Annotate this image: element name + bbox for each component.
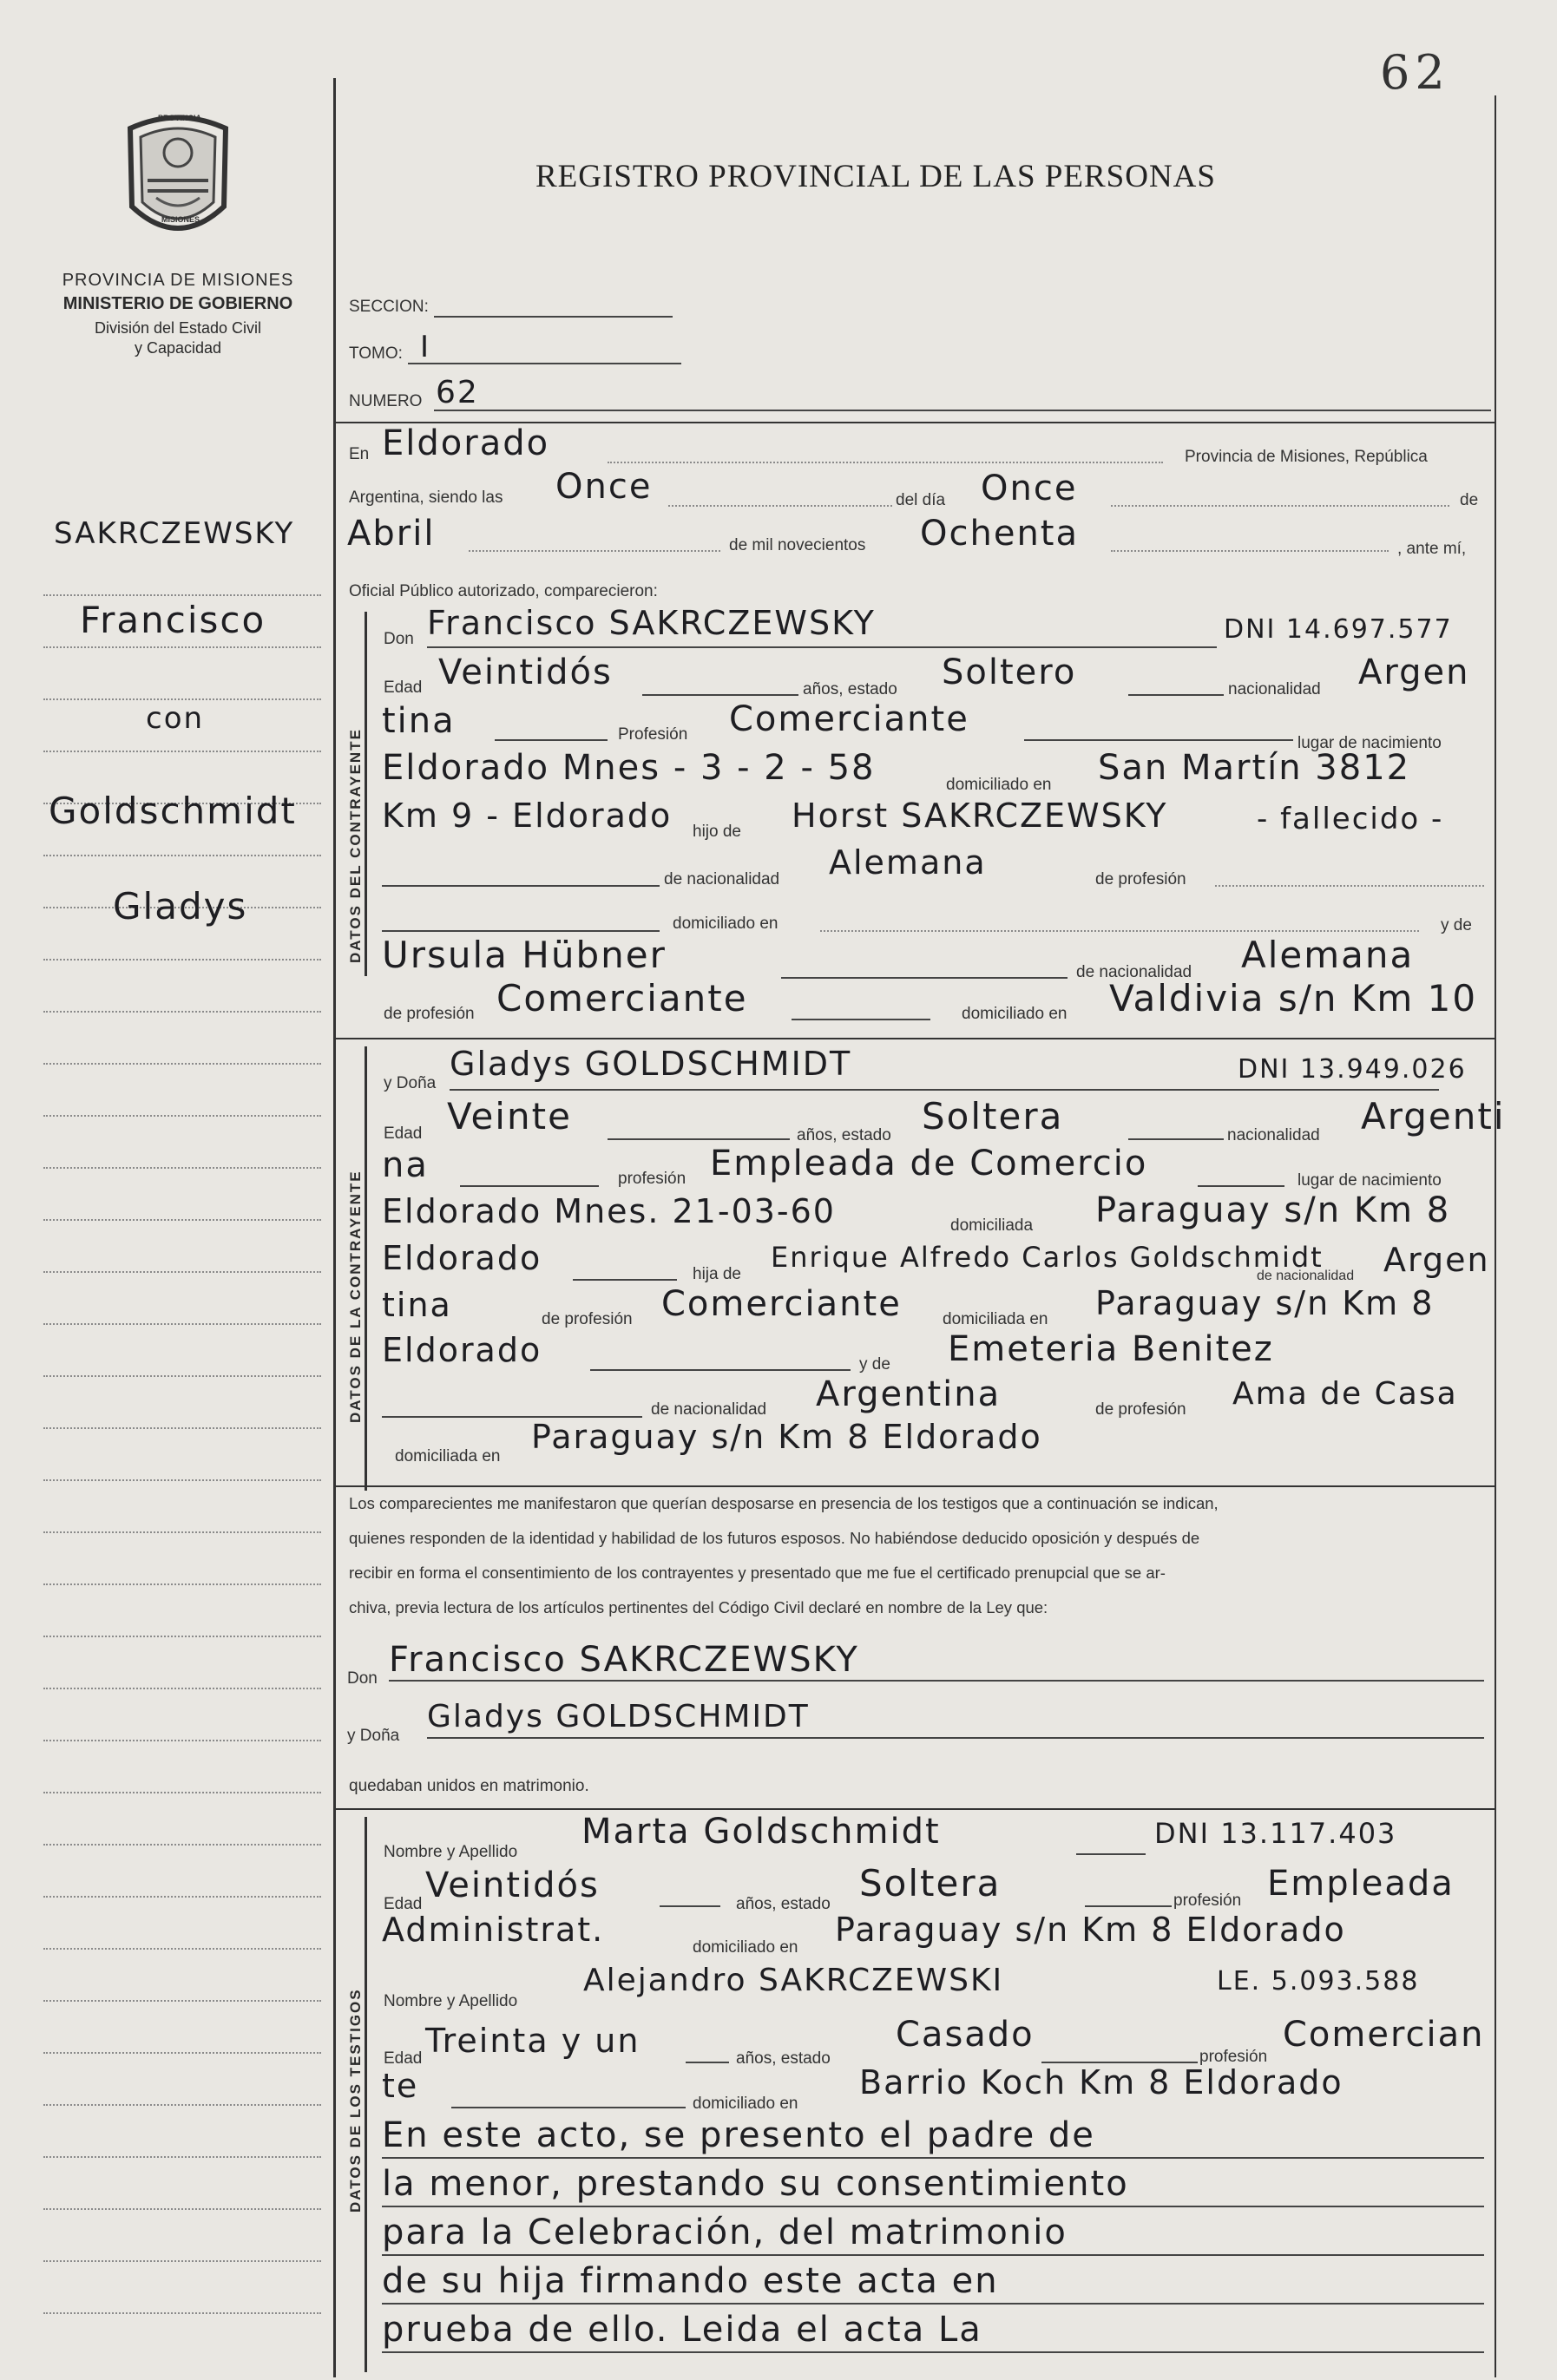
w1-name: Marta Goldschmidt [581, 1812, 941, 1852]
margin-name-2: Gladys [113, 885, 248, 928]
w2-prof-line [451, 2107, 686, 2108]
bride-section-label: DATOS DE LA CONTRAYENTE [347, 1170, 364, 1423]
groom-nat-line [495, 739, 608, 741]
bride-mother-nat: Argentina [816, 1374, 1002, 1414]
tomo-line [408, 363, 681, 364]
year: Ochenta [920, 514, 1079, 554]
w2-name: Alejandro SAKRCZEWSKI [583, 1963, 1004, 1998]
provincia-label: Provincia de Misiones, República [1185, 448, 1428, 466]
margin-surname-1: SAKRCZEWSKY [54, 516, 295, 551]
groom-father: Horst SAKRCZEWSKY [792, 797, 1168, 835]
bride-section-bar [365, 1046, 367, 1491]
bride-prof-line [1198, 1185, 1284, 1187]
bride-father-nat-a: Argen [1383, 1241, 1490, 1279]
bride-section-rule [335, 1485, 1495, 1487]
decl-groom-name: Francisco SAKRCZEWSKY [389, 1640, 859, 1680]
bride-age: Veinte [447, 1095, 572, 1138]
seal-text-top: PROVINCIA [158, 114, 202, 122]
declaration-line-3: recibir en forma el consentimiento de los contrayentes y presentado que me fue el certificado prenupcial que se ar- [349, 1564, 1166, 1582]
note-line-2-underline [382, 2206, 1484, 2207]
bride-mother-prof-label: de profesión [1095, 1400, 1186, 1419]
page-title: REGISTRO PROVINCIAL DE LAS PERSONAS [535, 159, 1216, 194]
bride-name: Gladys GOLDSCHMIDT [450, 1045, 852, 1083]
w2-dom-label: domiciliado en [693, 2095, 798, 2113]
bride-father-dom-b: Eldorado [382, 1331, 542, 1369]
groom-hijo-label: hijo de [693, 823, 741, 841]
decl-section-rule [335, 1808, 1495, 1810]
groom-mother-line [781, 977, 1068, 979]
groom-father-dom-pre-line [382, 930, 660, 932]
issuer-line-4: y Capacidad [134, 339, 222, 357]
bride-edad-label: Edad [384, 1124, 423, 1143]
bride-mother: Emeteria Benitez [948, 1329, 1274, 1369]
bride-dona-label: y Doña [384, 1074, 437, 1092]
groom-father-nat-pre-line [382, 885, 660, 887]
w1-name-line [1076, 1853, 1146, 1855]
note-line-2: la menor, prestando su consentimiento [382, 2164, 1129, 2204]
bride-address-b: Eldorado [382, 1239, 542, 1277]
page-number: 62 [1380, 45, 1450, 100]
groom-lugar-label: lugar de nacimiento [1298, 734, 1442, 752]
note-line-1-underline [382, 2157, 1484, 2159]
bride-father-nat-b: tina [382, 1286, 452, 1324]
w1-prof-label: profesión [1173, 1892, 1242, 1910]
groom-mother-nat: Alemana [1241, 934, 1415, 976]
day-dots [1111, 505, 1449, 507]
w2-age: Treinta y un [425, 2022, 641, 2060]
note-line-3: para la Celebración, del matrimonio [382, 2213, 1068, 2252]
declaration-line-4: chiva, previa lectura de los artículos pertinentes del Código Civil declaré en nombre de la Ley que: [349, 1598, 1048, 1616]
groom-nat-b: tina [382, 701, 456, 741]
w2-prof-label: profesión [1199, 2048, 1268, 2066]
w2-age-line [686, 2062, 729, 2063]
groom-age: Veintidós [438, 652, 613, 692]
bride-name-line [450, 1089, 1439, 1091]
groom-estado-line [1128, 694, 1224, 696]
issuer-line-1: PROVINCIA DE MISIONES [62, 271, 294, 290]
bride-father-dom-a: Paraguay s/n Km 8 [1095, 1284, 1435, 1322]
bride-lugar-label: lugar de nacimiento [1298, 1171, 1442, 1190]
note-line-1: En este acto, se presento el padre de [382, 2115, 1095, 2155]
groom-don-label: Don [384, 630, 414, 648]
decl-dona-label: y Doña [347, 1727, 400, 1745]
note-line-4-underline [382, 2303, 1484, 2305]
w2-anos-label: años, estado [736, 2049, 831, 2068]
groom-father-dom-dots [820, 930, 1419, 932]
note-line-5: prueba de ello. Leida el acta La [382, 2310, 982, 2350]
w2-dom: Barrio Koch Km 8 Eldorado [859, 2063, 1343, 2101]
groom-father-nat-label: de nacionalidad [664, 870, 780, 888]
tomo-label: TOMO: [349, 344, 403, 363]
w1-dni: DNI 13.117.403 [1154, 1817, 1397, 1850]
w1-edad-label: Edad [384, 1895, 423, 1913]
groom-nat-a: Argen [1358, 652, 1470, 692]
w1-dom-label: domiciliado en [693, 1938, 798, 1957]
seccion-label: SECCION: [349, 298, 429, 316]
groom-dni: DNI 14.697.577 [1224, 614, 1453, 645]
groom-address-a: San Martín 3812 [1098, 748, 1411, 788]
year-label: de mil novecientos [729, 536, 866, 554]
issuer-block [35, 271, 321, 357]
groom-section-rule [335, 1038, 1495, 1039]
del-dia-label: del día [896, 491, 946, 509]
bride-dni: DNI 13.949.026 [1238, 1054, 1467, 1085]
right-edge [1495, 95, 1496, 2377]
year-dots [1111, 550, 1389, 552]
w1-estado: Soltera [859, 1862, 1002, 1905]
witness-section-label: DATOS DE LOS TESTIGOS [347, 1988, 364, 2213]
note-line-4: de su hija firmando este acta en [382, 2261, 999, 2301]
w2-prof-b: te [382, 2067, 419, 2105]
numero-line [434, 410, 1491, 411]
groom-prof-label: Profesión [618, 725, 688, 744]
bride-nat-line [460, 1185, 599, 1187]
w2-estado: Casado [896, 2015, 1035, 2055]
bride-birth: Eldorado Mnes. 21-03-60 [382, 1192, 836, 1230]
bride-dom-label: domiciliada [950, 1216, 1034, 1235]
bride-mother-dom: Paraguay s/n Km 8 Eldorado [531, 1418, 1042, 1456]
month: Abril [347, 514, 436, 554]
groom-address-b: Km 9 - Eldorado [382, 797, 673, 835]
margin-name-1: Francisco [80, 599, 266, 641]
groom-age-line [642, 694, 798, 696]
groom-father-dom-label: domiciliado en [673, 915, 778, 933]
groom-mother: Ursula Hübner [382, 934, 667, 976]
bride-father: Enrique Alfredo Carlos Goldschmidt [771, 1241, 1324, 1274]
groom-mother-prof-line [792, 1019, 930, 1020]
numero-value: 62 [436, 375, 479, 410]
bride-mother-prof: Ama de Casa [1232, 1376, 1458, 1412]
bride-father-prof-label: de profesión [542, 1310, 633, 1328]
groom-prof: Comerciante [729, 699, 969, 739]
hour-dots [668, 505, 892, 507]
bride-father-prof: Comerciante [661, 1284, 902, 1324]
seccion-line [434, 316, 673, 318]
groom-father-nat: Alemana [829, 843, 987, 882]
month-dots [469, 550, 720, 552]
groom-section-bar [365, 612, 367, 976]
declaration-line-1: Los comparecientes me manifestaron que querían desposarse en presencia de los testigos que a continuación se indican, [349, 1494, 1219, 1512]
bride-father-dom-line [590, 1369, 851, 1371]
w1-estado-line [1085, 1905, 1172, 1907]
ante-label: , ante mí, [1397, 540, 1467, 558]
groom-nac-label: nacionalidad [1228, 680, 1321, 698]
bride-father-nat-label: de nacionalidad [1257, 1269, 1355, 1283]
groom-mother-dom-label: domiciliado en [962, 1005, 1068, 1023]
groom-mother-nat-label: de nacionalidad [1076, 963, 1192, 981]
groom-name: Francisco SAKRCZEWSKY [427, 604, 876, 642]
witness-section-bar [365, 1817, 367, 2372]
bride-address-line [573, 1279, 677, 1281]
bride-age-line [608, 1138, 790, 1140]
w1-age-line [660, 1905, 720, 1907]
groom-anos-label: años, estado [803, 680, 897, 698]
declaration-line-2: quienes responden de la identidad y habilidad de los futuros esposos. No habiéndose deducido oposición y después de [349, 1529, 1200, 1547]
bride-prof-label: profesión [618, 1170, 687, 1188]
margin-surname-2: Goldschmidt [49, 790, 297, 832]
groom-mother-prof: Comerciante [496, 977, 748, 1020]
w2-nombre-label: Nombre y Apellido [384, 1992, 518, 2010]
seal-text-bottom: MISIONES [161, 215, 200, 224]
groom-section-label: DATOS DEL CONTRAYENTE [347, 728, 364, 963]
w2-edad-label: Edad [384, 2049, 423, 2068]
w1-prof-b: Administrat. [382, 1911, 605, 1949]
oficial-label: Oficial Público autorizado, comparecieron: [349, 582, 658, 600]
bride-y-de-label: y de [859, 1355, 890, 1374]
w1-prof-a: Empleada [1267, 1864, 1455, 1904]
groom-y-de-label: y de [1441, 916, 1472, 934]
w2-doc: LE. 5.093.588 [1217, 1966, 1420, 1996]
day: Once [981, 469, 1078, 508]
city-dots [608, 462, 1163, 463]
w1-age: Veintidós [425, 1865, 600, 1905]
groom-father-note: - fallecido - [1257, 802, 1444, 836]
bride-mother-nat-label: de nacionalidad [651, 1400, 767, 1419]
bride-anos-label: años, estado [797, 1126, 891, 1144]
groom-name-line [427, 646, 1217, 648]
bride-hija-label: hija de [693, 1265, 741, 1283]
margin-joiner: con [146, 701, 205, 736]
bride-estado-line [1128, 1138, 1224, 1140]
groom-father-prof-dots [1215, 885, 1484, 887]
w1-anos-label: años, estado [736, 1895, 831, 1913]
groom-birth: Eldorado Mnes - 3 - 2 - 58 [382, 748, 876, 788]
decl-don-label: Don [347, 1669, 378, 1688]
bride-mother-dom-label: domiciliada en [395, 1447, 501, 1465]
numero-label: NUMERO [349, 392, 423, 410]
en-label: En [349, 445, 370, 463]
groom-mother-prof-label: de profesión [384, 1005, 475, 1023]
groom-prof-line [1024, 739, 1293, 741]
groom-edad-label: Edad [384, 679, 423, 697]
groom-estado: Soltero [942, 652, 1077, 692]
hour: Once [555, 467, 653, 507]
bride-prof: Empleada de Comercio [710, 1144, 1148, 1183]
bride-estado: Soltera [922, 1095, 1064, 1138]
bride-nac-label: nacionalidad [1227, 1126, 1320, 1144]
tomo-value: I [420, 330, 431, 364]
issuer-line-3: División del Estado Civil [94, 319, 262, 337]
groom-mother-dom: Valdivia s/n Km 10 [1109, 977, 1478, 1020]
w1-dom: Paraguay s/n Km 8 Eldorado [835, 1911, 1346, 1949]
argentina-label: Argentina, siendo las [349, 488, 503, 507]
decl-bride-line [427, 1737, 1484, 1739]
de-label: de [1460, 491, 1479, 509]
note-line-3-underline [382, 2254, 1484, 2256]
groom-dom-label: domiciliado en [946, 776, 1052, 794]
bride-address: Paraguay s/n Km 8 [1095, 1190, 1451, 1230]
issuer-line-2: MINISTERIO DE GOBIERNO [62, 294, 293, 313]
city: Eldorado [382, 423, 550, 463]
note-line-5-underline [382, 2351, 1484, 2353]
w2-prof-a: Comercian [1283, 2015, 1485, 2055]
bride-nat-a: Argenti [1361, 1095, 1506, 1138]
bride-father-dom-label: domiciliada en [943, 1310, 1048, 1328]
decl-bride-name: Gladys GOLDSCHMIDT [427, 1699, 810, 1734]
w1-nombre-label: Nombre y Apellido [384, 1843, 518, 1861]
groom-father-prof-label: de profesión [1095, 870, 1186, 888]
decl-groom-line [389, 1680, 1484, 1682]
decl-united: quedaban unidos en matrimonio. [349, 1777, 589, 1795]
bride-nat-b: na [382, 1145, 429, 1185]
